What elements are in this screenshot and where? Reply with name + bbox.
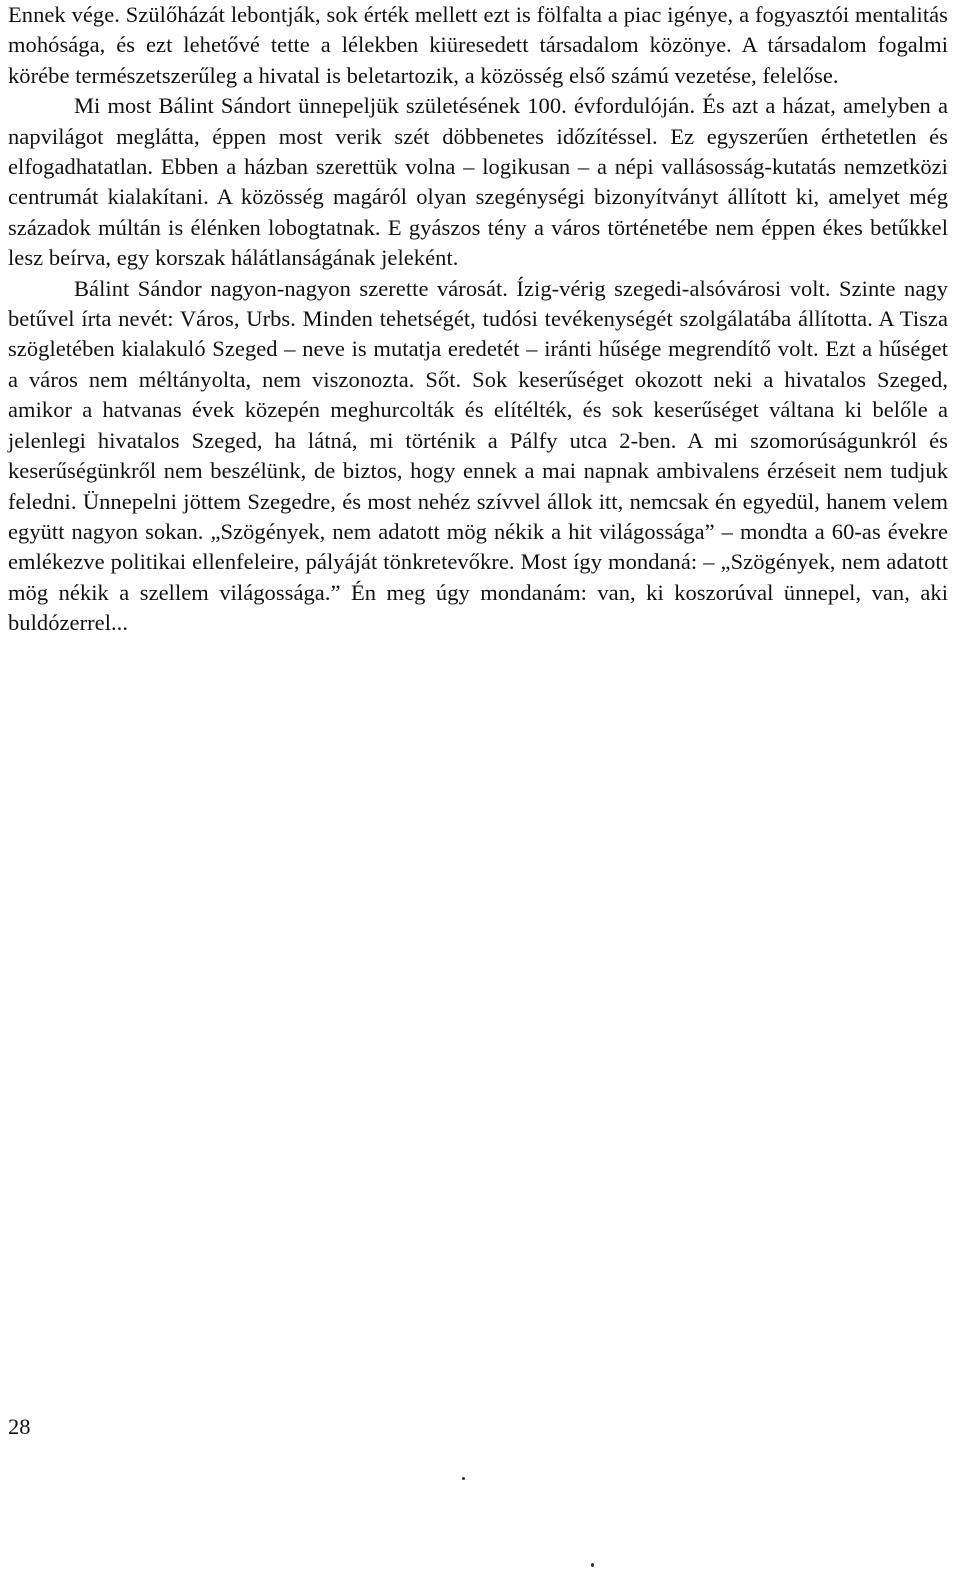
- scan-speck: [591, 1563, 594, 1567]
- scan-speck: [462, 1477, 465, 1480]
- body-text: [8, 0, 948, 639]
- paragraph-1: Ennek vége. Szülőházát lebontják, sok érték mellett ezt is fölfalta a piac igénye, a fogyasztói mentalitás mohósága, és ezt lehetővé tette a lélekben kiüresedett társadalom közönye. A társadalom fogalmi körébe természetszerűleg a hivatal is beletartozik, a közösség első számú vezetése, felelőse.: [8, 2, 948, 88]
- paragraph-3: Bálint Sándor nagyon-nagyon szerette városát. Ízig-vérig szegedi-alsóvárosi volt. Szinte nagy betűvel írta nevét: Város, Urbs. Minden tehetségét, tudósi tevékenységét szolgálatába állította. A Tisza szögletében kialakuló Szeged – neve is mutatja eredetét – iránti hűsége megrendítő volt. Ezt a hűséget a város nem méltányolta, nem viszonozta. Sőt. Sok keserűséget okozott neki a hivatalos Szeged, amikor a hatvanas évek közepén meghurcolták és elítélték, és sok keserűséget váltana ki belőle a jelenlegi hivatalos Szeged, ha látná, mi történik a Pálfy utca 2-ben. A mi szomorúságunkról és keserűségünkről nem beszélünk, de biztos, hogy ennek a mai napnak ambivalens érzéseit nem tudjuk feledni. Ünnepelni jöttem Szegedre, és most nehéz szívvel állok itt, nemcsak én egyedül, hanem velem együtt nagyon sokan. „Szögények, nem adatott mög nékik a hit világossága” – mondta a 60-as évekre emlékezve politikai ellenfeleire, pályáját tönkretevőkre. Most így mondaná: – „Szögények, nem adatott mög nékik a szellem világossága.” Én meg úgy mondanám: van, ki koszorúval ünnepel, van, aki buldózerrel...: [8, 275, 948, 636]
- paragraph-2: Mi most Bálint Sándort ünnepeljük születésének 100. évfordulóján. És azt a házat, amelyben a napvilágot meglátta, éppen most verik szét döbbenetes időzítéssel. Ez egyszerűen érthetetlen és elfogadhatatlan. Ebben a házban szerettük volna – logikusan – a népi vallásosság-kutatás nemzetközi centrumát kialakítani. A közösség magáról olyan szegénységi bizonyítványt állított ki, amelyet még századok múltán is élénken lobogtatnak. E gyászos tény a város történetébe nem éppen ékes betűkkel lesz beírva, egy korszak hálátlanságának jeleként.: [8, 93, 948, 271]
- page-number: 28: [8, 1414, 31, 1439]
